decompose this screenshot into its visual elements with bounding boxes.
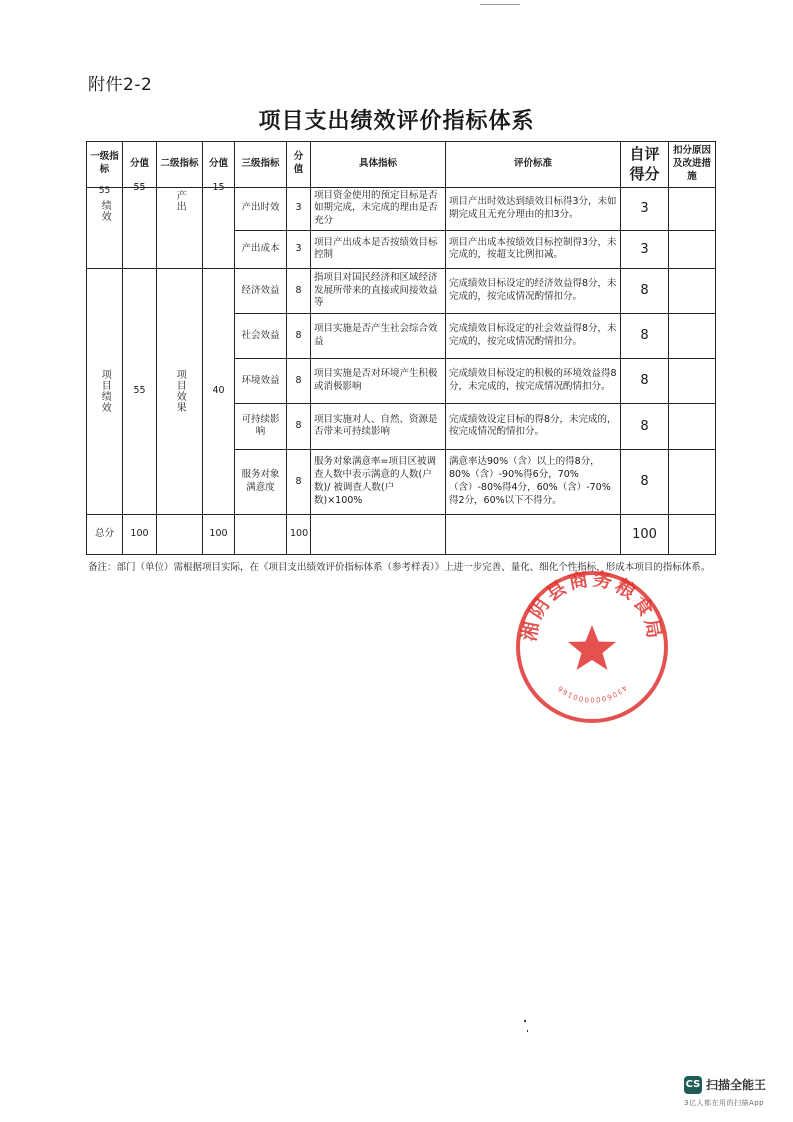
- total-empty-cell: [157, 514, 203, 554]
- specific-cell: 项目实施是否对环境产生积极或消极影响: [311, 358, 446, 403]
- total-empty-cell: [311, 514, 446, 554]
- header-level2: 二级指标: [157, 142, 203, 188]
- official-seal: [512, 567, 672, 727]
- group-b-score2: 40: [203, 268, 235, 514]
- table-row: [87, 268, 716, 313]
- group-a-level1: 绩效: [99, 199, 111, 222]
- seal-number: 4306000000166: [555, 683, 629, 704]
- footnote: 备注：部门（单位）需根据项目实际，在《项目支出绩效评价指标体系（参考样表）》上进一步完善、量化、细化个性指标，形成本项目的指标体系。: [88, 562, 711, 573]
- level3-cell: 产出时效: [235, 187, 287, 230]
- scan-speck: [524, 1020, 526, 1022]
- total-label: 总分: [87, 514, 123, 554]
- header-deduction: 扣分原因及改进措施: [669, 142, 716, 188]
- self-score-cell: 8: [621, 358, 669, 403]
- score3-cell: 8: [287, 403, 311, 449]
- specific-cell: 项目实施是否产生社会综合效益: [311, 313, 446, 358]
- level3-cell: 社会效益: [235, 313, 287, 358]
- scanner-app-watermark: [684, 1076, 774, 1116]
- page-title: 项目支出绩效评价指标体系: [258, 109, 535, 134]
- group-a-score2: 15: [212, 181, 225, 193]
- criteria-cell: 完成绩效设定目标的得8分，未完成的，按完成情况酌情扣分。: [446, 403, 621, 449]
- app-name: 扫描全能王: [706, 1078, 767, 1092]
- seal-text: 湘阴县商务粮食局: [518, 568, 666, 643]
- deduction-cell: [669, 403, 716, 449]
- level3-cell: 可持续影响: [235, 403, 287, 449]
- group-b-level2-cell: [157, 268, 203, 514]
- criteria-cell: 完成绩效目标设定的积极的环境效益得8分，未完成的，按完成情况酌情扣分。: [446, 358, 621, 403]
- group-b-level1: 项目绩效: [99, 369, 111, 414]
- table-row: [87, 187, 716, 230]
- self-score-cell: 3: [621, 230, 669, 268]
- level3-cell: 服务对象满意度: [235, 449, 287, 514]
- score3-cell: 3: [287, 187, 311, 230]
- criteria-cell: 满意率达90%（含）以上的得8分，80%（含）-90%得6分，70%（含）-80%得4分，60%（含）-70%得2分，60%以下不得分。: [446, 449, 621, 514]
- group-a-level2: 产出: [174, 189, 186, 212]
- header-score1: 分值: [123, 142, 157, 188]
- deduction-cell: [669, 358, 716, 403]
- score3-cell: 8: [287, 449, 311, 514]
- group-a-level1-cell: [87, 187, 123, 268]
- score3-cell: 3: [287, 230, 311, 268]
- attachment-label: 附件2-2: [88, 75, 153, 95]
- group-a-score1-partial: 55: [98, 185, 111, 196]
- score3-cell: 8: [287, 313, 311, 358]
- table-header-row: [87, 142, 716, 188]
- cs-logo-icon: CS: [684, 1076, 702, 1094]
- total-score3: 100: [287, 514, 311, 554]
- specific-cell: 项目资金使用的预定目标是否如期完成，未完成的理由是否充分: [311, 187, 446, 230]
- self-score-cell: 3: [621, 187, 669, 230]
- deduction-cell: [669, 230, 716, 268]
- deduction-cell: [669, 268, 716, 313]
- criteria-cell: 完成绩效目标设定的经济效益得8分，未完成的，按完成情况酌情扣分。: [446, 268, 621, 313]
- group-b-level2: 项目效果: [174, 369, 186, 414]
- score3-cell: 8: [287, 358, 311, 403]
- scan-mark: [480, 4, 520, 5]
- group-a-score2-cell: [203, 181, 235, 268]
- header-level3: 三级指标: [235, 142, 287, 188]
- total-empty-cell: [235, 514, 287, 554]
- group-b-score1: 55: [123, 268, 157, 514]
- deduction-cell: [669, 313, 716, 358]
- deduction-cell: [669, 449, 716, 514]
- header-self-score: 自评得分: [621, 142, 669, 188]
- group-a-score1: 55: [133, 181, 146, 193]
- total-empty-cell: [446, 514, 621, 554]
- header-specific: 具体指标: [311, 142, 446, 188]
- total-score1: 100: [123, 514, 157, 554]
- group-b-level1-cell: [87, 268, 123, 514]
- total-empty-cell: [669, 514, 716, 554]
- indicator-table: [86, 141, 716, 555]
- specific-cell: 项目产出成本是否按绩效目标控制: [311, 230, 446, 268]
- criteria-cell: 项目产出成本按绩效目标控制得3分，未完成的，按超支比例扣减。: [446, 230, 621, 268]
- group-a-level2-cell: [157, 187, 203, 268]
- deduction-cell: [669, 187, 716, 230]
- total-score2: 100: [203, 514, 235, 554]
- specific-cell: 项目实施对人、自然、资源是否带来可持续影响: [311, 403, 446, 449]
- header-score2: 分值: [203, 142, 235, 188]
- self-score-cell: 8: [621, 449, 669, 514]
- total-row: [87, 514, 716, 554]
- level3-cell: 环境效益: [235, 358, 287, 403]
- self-score-cell: 8: [621, 313, 669, 358]
- self-score-cell: 8: [621, 403, 669, 449]
- criteria-cell: 完成绩效目标设定的社会效益得8分，未完成的，按完成情况酌情扣分。: [446, 313, 621, 358]
- group-a-score1-cell: [123, 181, 157, 268]
- self-score-cell: 8: [621, 268, 669, 313]
- header-level1: 一级指标: [87, 142, 123, 188]
- specific-cell: 服务对象满意率=项目区被调查人数中表示满意的人数(户数)/ 被调查人数(户数)×100%: [311, 449, 446, 514]
- total-self-score: 100: [621, 514, 669, 554]
- seal-star-icon: [568, 625, 616, 670]
- score3-cell: 8: [287, 268, 311, 313]
- header-score3: 分值: [287, 142, 311, 188]
- specific-cell: 指项目对国民经济和区域经济发展所带来的直接或间接效益等: [311, 268, 446, 313]
- app-tagline: 3亿人都在用的扫描App: [684, 1099, 765, 1107]
- header-criteria: 评价标准: [446, 142, 621, 188]
- level3-cell: 产出成本: [235, 230, 287, 268]
- level3-cell: 经济效益: [235, 268, 287, 313]
- scan-speck: [527, 1030, 528, 1032]
- criteria-cell: 项目产出时效达到绩效目标得3分，未如期完成且无充分理由的扣3分。: [446, 187, 621, 230]
